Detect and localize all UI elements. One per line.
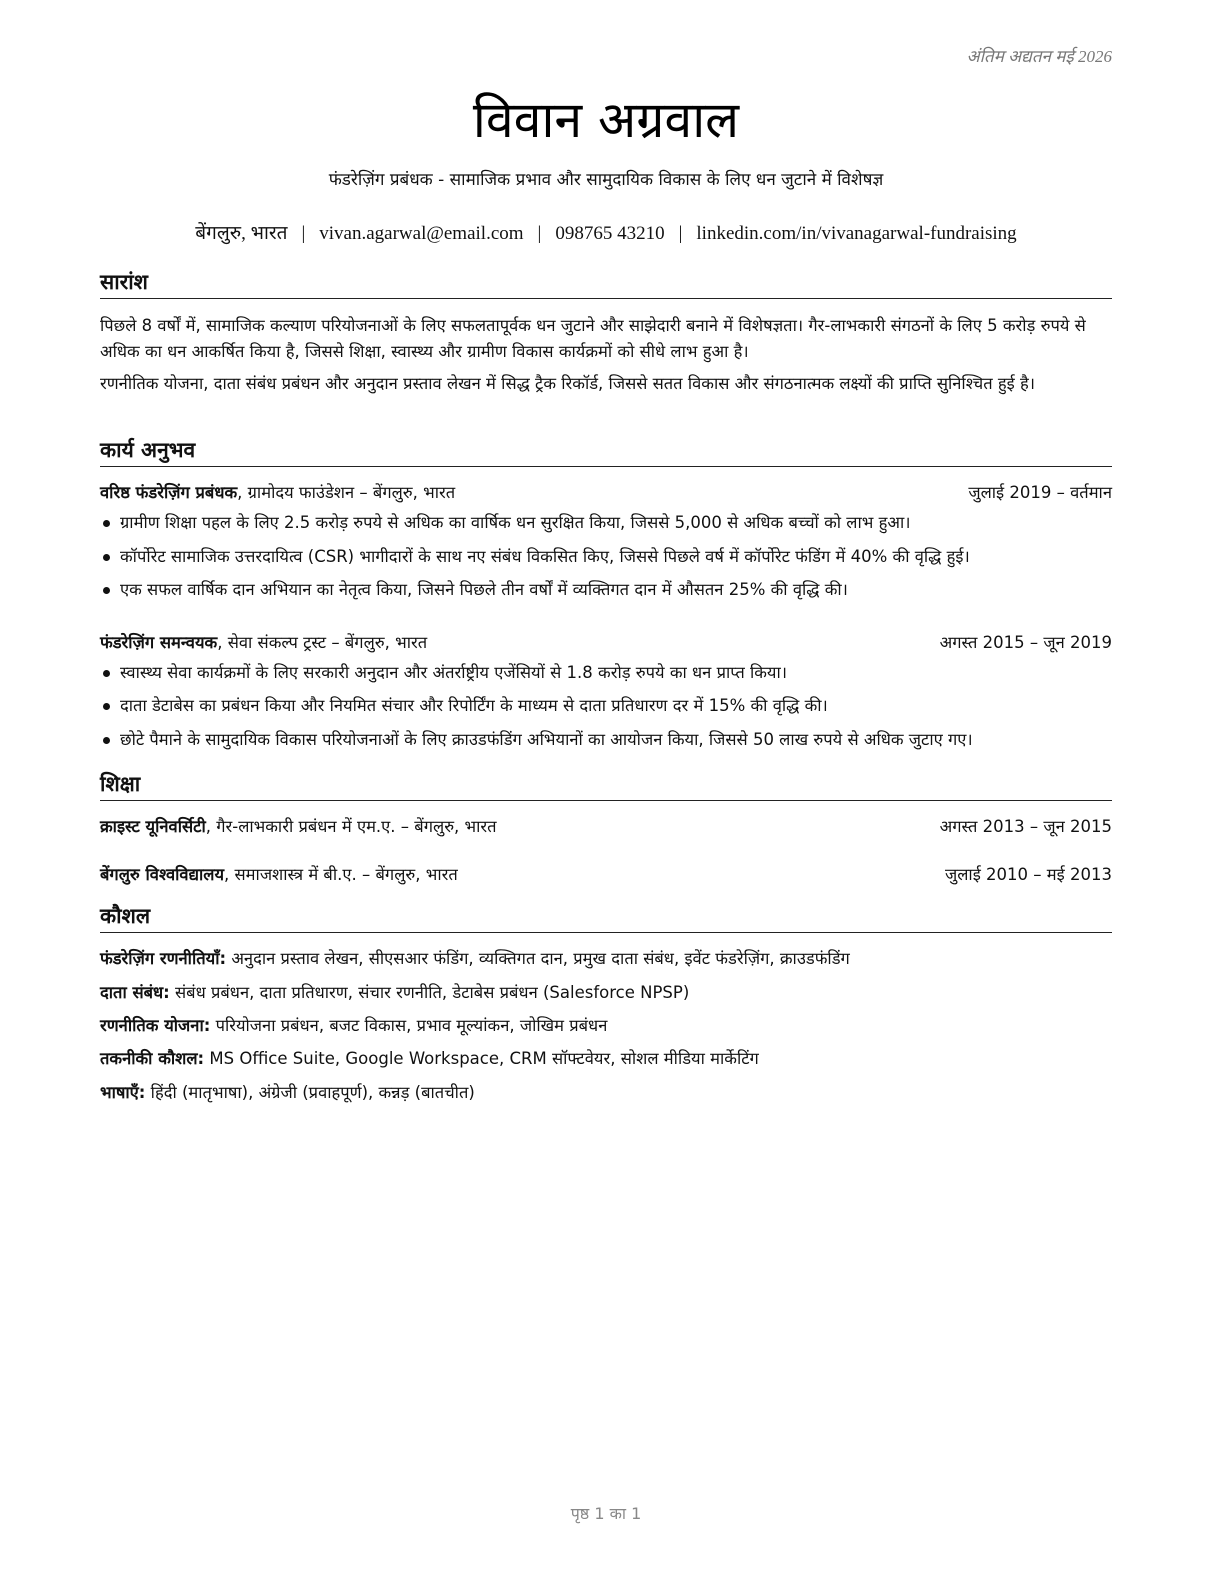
skill-value: संबंध प्रबंधन, दाता प्रतिधारण, संचार रणनीति, डेटाबेस प्रबंधन (Salesforce NPSP) xyxy=(169,983,690,1002)
skill-row xyxy=(100,946,1112,972)
skill-value: हिंदी (मातृभाषा), अंग्रेजी (प्रवाहपूर्ण), कन्नड़ (बातचीत) xyxy=(145,1083,475,1102)
school-name: बेंगलुरु विश्वविद्यालय xyxy=(100,865,225,884)
tagline: फंडरेज़िंग प्रबंधक - सामाजिक प्रभाव और सामुदायिक विकास के लिए धन जुटाने में विशेषज्ञ xyxy=(328,170,884,190)
email-link[interactable]: vivan.agarwal@email.com xyxy=(319,223,524,244)
section-title-skills: कौशल xyxy=(100,902,1112,933)
location: बेंगलुरु, भारत xyxy=(195,223,288,244)
skill-value: MS Office Suite, Google Workspace, CRM सॉफ्टवेयर, सोशल मीडिया मार्केटिंग xyxy=(204,1049,759,1068)
section-title-summary: सारांश xyxy=(100,268,1112,299)
phone: 098765 43210 xyxy=(555,223,665,244)
skill-value: अनुदान प्रस्ताव लेखन, सीएसआर फंडिंग, व्यक्तिगत दान, प्रमुख दाता संबंध, इवेंट फंडरेज़िंग, क्राउडफंडिंग xyxy=(226,949,850,968)
job-header xyxy=(100,480,1112,506)
job-header xyxy=(100,630,1112,656)
skill-label: फंडरेज़िंग रणनीतियाँ: xyxy=(100,949,227,968)
education-dates: जुलाई 2010 – मई 2013 xyxy=(945,865,1112,884)
job-dates: जुलाई 2019 – वर्तमान xyxy=(968,483,1112,502)
last-updated: अंतिम अद्यतन मई 2026 xyxy=(966,47,1112,66)
separator: | xyxy=(301,223,306,244)
summary-paragraph: पिछले 8 वर्षों में, सामाजिक कल्याण परियोजनाओं के लिए सफलतापूर्वक धन जुटाने और साझेदारी बनाने में विशेषज्ञता। गैर-लाभकारी संगठनों के लिए 5 करोड़ रुपये से अधिक का धन आकर्षित किया है, जिससे शिक्षा, स्वास्थ्य और ग्रामीण विकास कार्यक्रमों को सीधे लाभ हुआ है। xyxy=(100,316,1086,361)
job-role: वरिष्ठ फंडरेज़िंग प्रबंधक xyxy=(100,483,238,502)
job-dates: अगस्त 2015 – जून 2019 xyxy=(939,633,1112,652)
degree-detail: , गैर-लाभकारी प्रबंधन में एम.ए. – बेंगलुरु, भारत xyxy=(205,817,497,836)
job-bullet: ग्रामीण शिक्षा पहल के लिए 2.5 करोड़ रुपये से अधिक का वार्षिक धन सुरक्षित किया, जिससे 5,000 से अधिक बच्चों को लाभ हुआ। xyxy=(100,510,1112,536)
job-bullet: दाता डेटाबेस का प्रबंधन किया और नियमित संचार और रिपोर्टिंग के माध्यम से दाता प्रतिधारण दर में 15% की वृद्धि की। xyxy=(100,693,1112,719)
job-bullet: एक सफल वार्षिक दान अभियान का नेतृत्व किया, जिसने पिछले तीन वर्षों में व्यक्तिगत दान में औसतन 25% की वृद्धि की। xyxy=(100,577,1112,603)
job-bullet: छोटे पैमाने के सामुदायिक विकास परियोजनाओं के लिए क्राउडफंडिंग अभियानों का आयोजन किया, जिससे 50 लाख रुपये से अधिक जुटाए गए। xyxy=(100,727,1112,753)
education-entry xyxy=(100,814,1112,840)
candidate-name: विवान अग्रवाल xyxy=(472,91,740,149)
skill-label: तकनीकी कौशल: xyxy=(100,1049,205,1068)
separator: | xyxy=(678,223,683,244)
job-org: , ग्रामोदय फाउंडेशन – बेंगलुरु, भारत xyxy=(237,483,456,502)
skill-label: रणनीतिक योजना: xyxy=(100,1016,211,1035)
page-number: पृष्ठ 1 का 1 xyxy=(570,1504,642,1523)
skill-row xyxy=(100,1080,1112,1106)
education-dates: अगस्त 2013 – जून 2015 xyxy=(939,817,1112,836)
job-bullet: कॉर्पोरेट सामाजिक उत्तरदायित्व (CSR) भागीदारों के साथ नए संबंध विकसित किए, जिससे पिछले वर्ष में कॉर्पोरेट फंडिंग में 40% की वृद्धि हुई। xyxy=(100,544,1112,570)
skill-label: भाषाएँ: xyxy=(100,1083,146,1102)
skill-label: दाता संबंध: xyxy=(100,983,170,1002)
job-org: , सेवा संकल्प ट्रस्ट – बेंगलुरु, भारत xyxy=(217,633,428,652)
job-bullet: स्वास्थ्य सेवा कार्यक्रमों के लिए सरकारी अनुदान और अंतर्राष्ट्रीय एजेंसियों से 1.8 करोड़ रुपये का धन प्राप्त किया। xyxy=(100,660,1112,686)
contact-line xyxy=(100,219,1112,245)
linkedin-link[interactable]: linkedin.com/in/vivanagarwal-fundraising xyxy=(696,223,1017,244)
skill-row xyxy=(100,1013,1112,1039)
resume-page xyxy=(100,0,1112,1584)
summary-paragraph: रणनीतिक योजना, दाता संबंध प्रबंधन और अनुदान प्रस्ताव लेखन में सिद्ध ट्रैक रिकॉर्ड, जिससे सतत विकास और संगठनात्मक लक्ष्यों की प्राप्ति सुनिश्चित हुई है। xyxy=(100,374,1035,393)
job-role: फंडरेज़िंग समन्वयक xyxy=(100,633,218,652)
skill-value: परियोजना प्रबंधन, बजट विकास, प्रभाव मूल्यांकन, जोखिम प्रबंधन xyxy=(210,1016,608,1035)
section-title-experience: कार्य अनुभव xyxy=(100,436,1112,467)
skill-row xyxy=(100,980,1112,1006)
section-title-education: शिक्षा xyxy=(100,770,1112,801)
education-entry xyxy=(100,862,1112,888)
school-name: क्राइस्ट यूनिवर्सिटी xyxy=(100,817,206,836)
degree-detail: , समाजशास्त्र में बी.ए. – बेंगलुरु, भारत xyxy=(224,865,458,884)
separator: | xyxy=(537,223,542,244)
skill-row xyxy=(100,1046,1112,1072)
